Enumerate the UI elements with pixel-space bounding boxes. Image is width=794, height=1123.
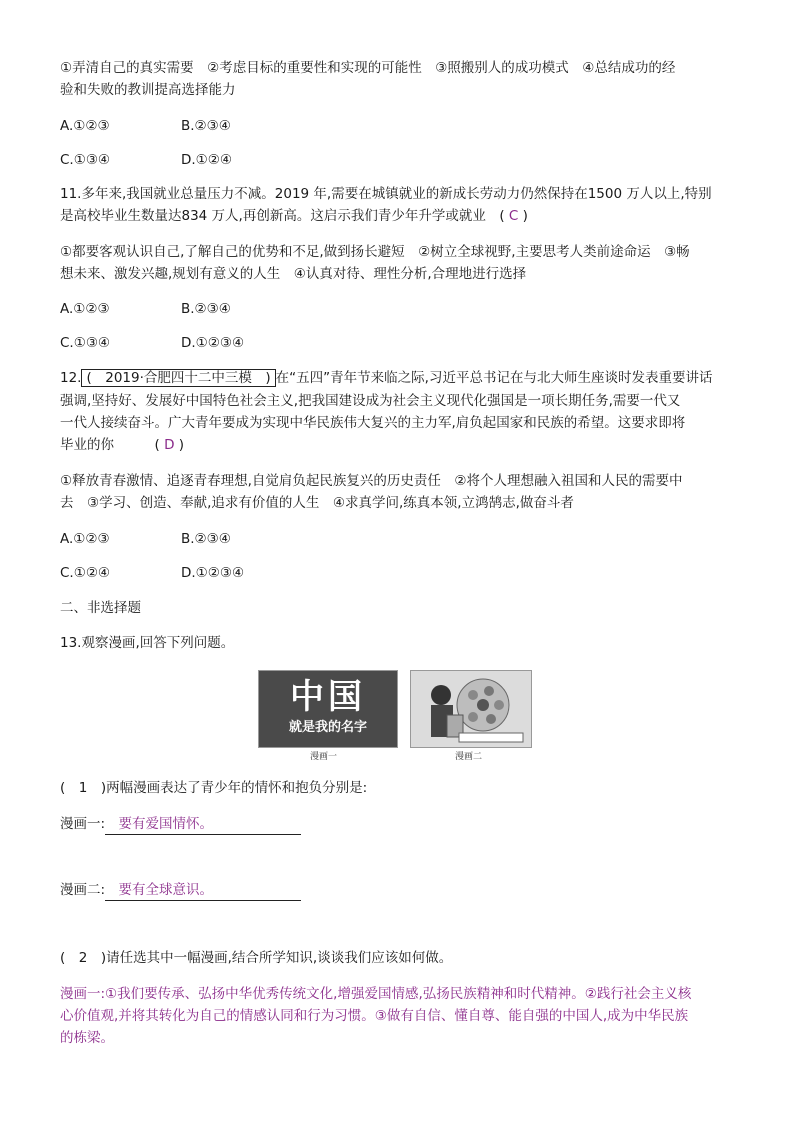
q10-option-d: D.①②④ bbox=[181, 152, 232, 168]
q13-stem: 13.观察漫画,回答下列问题。 bbox=[60, 635, 235, 651]
comic-two-image bbox=[410, 670, 532, 748]
q11-option-d: D.①②③④ bbox=[181, 335, 245, 351]
q13-part2-prompt: ( 2 )请任选其中一幅漫画,结合所学知识,谈谈我们应该如何做。 bbox=[60, 950, 453, 966]
q12-source-tag: ( 2019·合肥四十二中三模 ) bbox=[81, 369, 275, 387]
q11-stem-line2: 想未来、激发兴趣,规划有意义的人生 ④认真对待、理性分析,合理地进行选择 bbox=[60, 266, 527, 282]
comic-one-image bbox=[258, 670, 398, 748]
q12-stem-line1: ①释放青春激情、追逐青春理想,自觉肩负起民族复兴的历史责任 ②将个人理想融入祖国和人民的需要中 bbox=[60, 473, 683, 489]
q12-line2: 强调,坚持好、发展好中国特色社会主义,把我国建设成为社会主义现代化强国是一项长期任务,需要一代又 bbox=[60, 393, 681, 409]
q11-option-a: A.①②③ bbox=[60, 301, 110, 317]
q13-part2-answer-line2: 心价值观,并将其转化为自己的情感认同和行为习惯。③做有自信、懂自尊、能自强的中国人,成为中华民族 bbox=[60, 1008, 689, 1024]
q12-line4 bbox=[60, 435, 184, 455]
q10-option-a: A.①②③ bbox=[60, 118, 110, 134]
q11-answer: C bbox=[508, 208, 519, 224]
q10-stem-line2: 验和失败的教训提高选择能力 bbox=[60, 82, 236, 98]
q11-bracket-close: ) bbox=[522, 208, 528, 224]
q12-option-c: C.①②④ bbox=[60, 565, 111, 581]
q13-answer-comic1 bbox=[60, 814, 301, 835]
q12-line3: 一代人接续奋斗。广大青年要成为实现中华民族伟大复兴的主力军,肩负起国家和民族的希望。这要求即将 bbox=[60, 415, 686, 431]
q13-answer-comic2 bbox=[60, 880, 301, 901]
q13-part2-answer-line3: 的栋梁。 bbox=[60, 1030, 114, 1046]
q12-line1 bbox=[60, 368, 712, 388]
comic-one-subtitle: 就是我的名字 bbox=[288, 720, 367, 735]
comic-two-caption: 漫画二 bbox=[455, 752, 483, 762]
q10-option-b: B.②③④ bbox=[181, 118, 231, 134]
section-heading: 二、非选择题 bbox=[60, 600, 141, 616]
q12-number: 12. bbox=[60, 370, 82, 386]
q12-line4-text: 毕业的你 ( bbox=[60, 437, 160, 453]
q13-answer-comic1-text: 要有爱国情怀。 bbox=[105, 814, 301, 835]
q11-option-c: C.①③④ bbox=[60, 335, 111, 351]
comic-two-drawing bbox=[411, 671, 531, 747]
q11-line2 bbox=[60, 206, 528, 226]
q11-line1: 11.多年来,我国就业总量压力不减。2019 年,需要在城镇就业的新成长劳动力仍然保持在1500 万人以上,特别 bbox=[60, 186, 712, 202]
q10-stem-line1: ①弄清自己的真实需要 ②考虑目标的重要性和实现的可能性 ③照搬别人的成功模式 ④总结成功的经 bbox=[60, 60, 676, 76]
q12-option-a: A.①②③ bbox=[60, 531, 110, 547]
q11-line2-text: 是高校毕业生数量达834 万人,再创新高。这启示我们青少年升学或就业 ( bbox=[60, 208, 505, 224]
q13-part2-answer-line1: 漫画一:①我们要传承、弘扬中华优秀传统文化,增强爱国情感,弘扬民族精神和时代精神。②践行社会主义核 bbox=[60, 986, 692, 1002]
comic-one-title: 中国 bbox=[290, 677, 366, 717]
q11-option-b: B.②③④ bbox=[181, 301, 231, 317]
q13-answer-comic1-label: 漫画一: bbox=[60, 816, 106, 832]
q11-stem-line1: ①都要客观认识自己,了解自己的优势和不足,做到扬长避短 ②树立全球视野,主要思考人类前途命运 ③畅 bbox=[60, 244, 690, 260]
q12-bracket-close: ) bbox=[178, 437, 185, 453]
q12-line1-text: 在“五四”青年节来临之际,习近平总书记在与北大师生座谈时发表重要讲话 bbox=[275, 370, 713, 386]
q12-stem-line2: 去 ③学习、创造、奉献,追求有价值的人生 ④求真学问,练真本领,立鸿鹄志,做奋斗者 bbox=[60, 495, 574, 511]
q13-answer-comic2-text: 要有全球意识。 bbox=[105, 880, 301, 901]
q10-option-c: C.①③④ bbox=[60, 152, 111, 168]
q13-answer-comic2-label: 漫画二: bbox=[60, 882, 106, 898]
q12-option-d: D.①②③④ bbox=[181, 565, 245, 581]
comic-one-caption: 漫画一 bbox=[310, 752, 338, 762]
q12-answer: D bbox=[164, 437, 175, 453]
q13-part1-prompt: ( 1 )两幅漫画表达了青少年的情怀和抱负分别是: bbox=[60, 780, 368, 796]
q12-option-b: B.②③④ bbox=[181, 531, 231, 547]
